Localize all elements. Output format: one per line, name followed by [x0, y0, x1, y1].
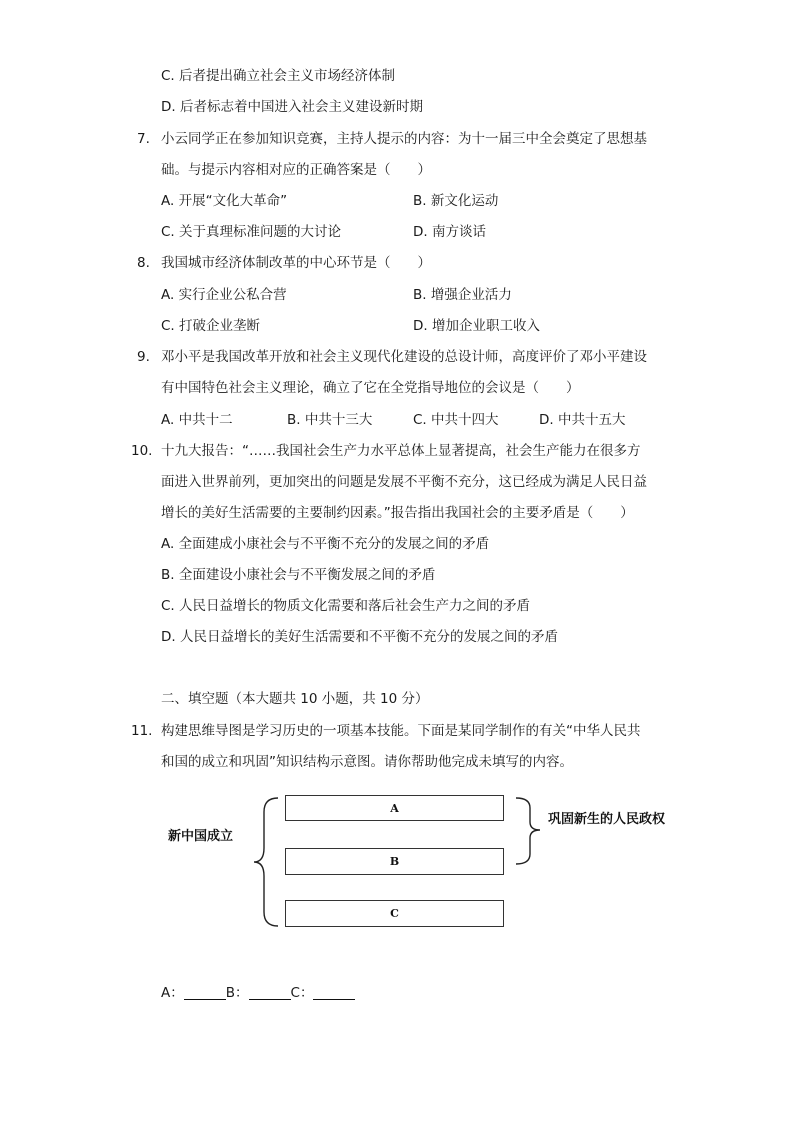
q9-number: 9.: [137, 349, 150, 365]
q8-number: 8.: [137, 255, 150, 271]
q7-option-c: C. 关于真理标准问题的大讨论: [161, 224, 342, 240]
q8-option-a: A. 实行企业公私合营: [161, 287, 287, 303]
q9-stem-line1: 邓小平是我国改革开放和社会主义现代化建设的总设计师，高度评价了邓小平建设: [161, 349, 647, 365]
q8-option-d: D. 增加企业职工收入: [413, 318, 540, 334]
q9-option-c: C. 中共十四大: [413, 412, 499, 428]
q7-option-d: D. 南方谈话: [413, 224, 486, 240]
q11-number: 11.: [131, 723, 153, 739]
answer-c-label: C：: [290, 985, 314, 1001]
right-brace-icon: [510, 796, 546, 866]
diagram-right-label: 巩固新生的人民政权: [548, 812, 666, 827]
q8-stem: 我国城市经济体制改革的中心环节是（ ）: [161, 255, 431, 271]
diagram-box-b: B: [285, 848, 504, 875]
q10-stem-line2: 面进入世界前列，更加突出的问题是发展不平衡不充分，这已经成为满足人民日益: [161, 474, 647, 490]
q10-stem-line3: 增长的美好生活需要的主要制约因素。”报告指出我国社会的主要矛盾是（ ）: [161, 505, 634, 521]
diagram-box-c: C: [285, 900, 504, 927]
q7-option-b: B. 新文化运动: [413, 193, 499, 209]
q9-option-d: D. 中共十五大: [539, 412, 626, 428]
q9-stem-line2: 有中国特色社会主义理论，确立了它在全党指导地位的会议是（ ）: [161, 380, 580, 396]
q10-number: 10.: [131, 443, 153, 459]
section-title-fill-in: 二、填空题（本大题共 10 小题，共 10 分）: [161, 691, 429, 707]
answer-a-blank[interactable]: [184, 985, 226, 1000]
answer-c-blank[interactable]: [313, 985, 355, 1000]
q6-option-c: C. 后者提出确立社会主义市场经济体制: [161, 68, 396, 84]
answer-a-label: A：: [161, 985, 184, 1001]
q10-option-d: D. 人民日益增长的美好生活需要和不平衡不充分的发展之间的矛盾: [161, 629, 558, 645]
q7-stem-line1: 小云同学正在参加知识竞赛，主持人提示的内容：为十一届三中全会奠定了思想基: [161, 131, 647, 147]
q6-option-d: D. 后者标志着中国进入社会主义建设新时期: [161, 99, 423, 115]
diagram-left-label: 新中国成立: [168, 829, 234, 844]
q7-stem-line2: 础。与提示内容相对应的正确答案是（ ）: [161, 162, 431, 178]
q8-option-c: C. 打破企业垄断: [161, 318, 261, 334]
q7-number: 7.: [137, 131, 150, 147]
left-brace-icon: [250, 796, 286, 928]
q10-option-a: A. 全面建成小康社会与不平衡不充分的发展之间的矛盾: [161, 536, 490, 552]
q10-stem-line1: 十九大报告：“……我国社会生产力水平总体上显著提高，社会生产能力在很多方: [161, 443, 641, 459]
q10-option-c: C. 人民日益增长的物质文化需要和落后社会生产力之间的矛盾: [161, 598, 531, 614]
q7-option-a: A. 开展“文化大革命”: [161, 193, 288, 209]
q11-stem-line1: 构建思维导图是学习历史的一项基本技能。下面是某同学制作的有关“中华人民共: [161, 723, 641, 739]
q10-option-b: B. 全面建设小康社会与不平衡发展之间的矛盾: [161, 567, 436, 583]
q11-stem-line2: 和国的成立和巩固”知识结构示意图。请你帮助他完成未填写的内容。: [161, 754, 573, 770]
q8-option-b: B. 增强企业活力: [413, 287, 512, 303]
q11-answer-row: [161, 984, 355, 1002]
q9-option-a: A. 中共十二: [161, 412, 233, 428]
answer-b-label: B：: [225, 985, 249, 1001]
answer-b-blank[interactable]: [249, 985, 291, 1000]
q9-option-b: B. 中共十三大: [287, 412, 373, 428]
diagram-box-a: A: [285, 795, 504, 821]
